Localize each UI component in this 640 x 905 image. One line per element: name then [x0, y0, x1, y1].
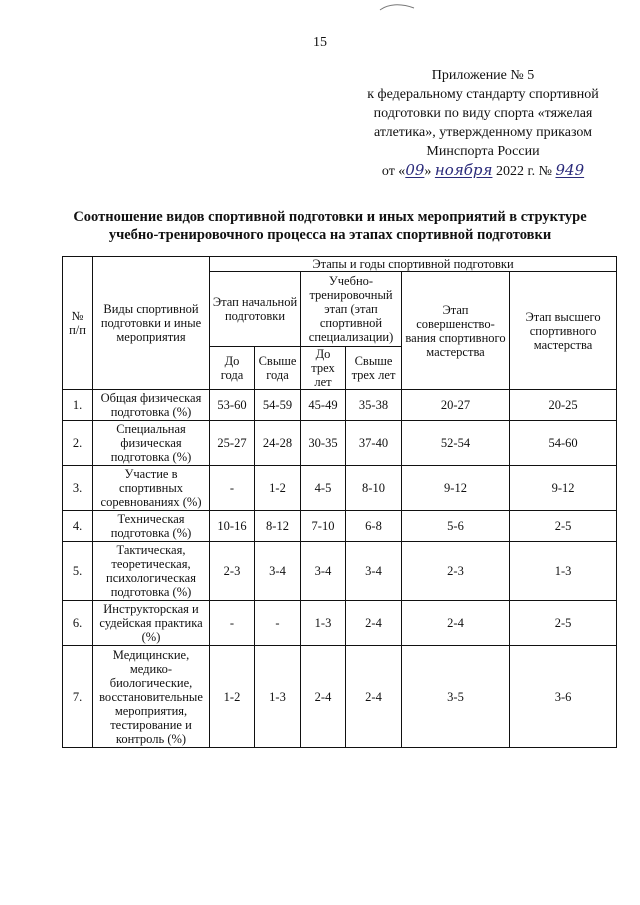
header-stage-highest: Этап высшего спортивного мастерства: [510, 272, 617, 390]
cell-value: -: [210, 466, 255, 511]
title-line: Соотношение видов спортивной подготовки и иных мероприятий в структуре: [73, 209, 587, 225]
header-initial-over-year: Свыше года: [255, 347, 301, 390]
cell-value: 3-4: [346, 542, 402, 601]
cell-value: 3-4: [255, 542, 301, 601]
header-stages-group: Этапы и годы спортивной подготовки: [210, 257, 617, 272]
cell-value: 2-5: [510, 601, 617, 646]
cell-value: 35-38: [346, 390, 402, 421]
row-kind: Техническая подготовка (%): [93, 511, 210, 542]
cell-value: 37-40: [346, 421, 402, 466]
row-number: 2.: [63, 421, 93, 466]
cell-value: 2-4: [346, 646, 402, 748]
date-prefix: от «: [381, 164, 406, 179]
date-mid: »: [424, 164, 435, 179]
cell-value: 1-3: [301, 601, 346, 646]
row-kind: Участие в спортивных соревнованиях (%): [93, 466, 210, 511]
row-kind: Тактическая, теоретическая, психологическая подготовка (%): [93, 542, 210, 601]
table-row: [63, 646, 617, 748]
header-number: № п/п: [63, 257, 93, 390]
row-kind: Специальная физическая подготовка (%): [93, 421, 210, 466]
cell-value: 7-10: [301, 511, 346, 542]
cell-value: 20-27: [402, 390, 510, 421]
cell-value: 24-28: [255, 421, 301, 466]
header-stage-training: Учебно-тренировочный этап (этап спортивной специализации): [301, 272, 402, 347]
date-day: 09: [405, 161, 425, 179]
cell-value: 54-59: [255, 390, 301, 421]
header-training-over-three: Свыше трех лет: [346, 347, 402, 390]
cell-value: 1-3: [255, 646, 301, 748]
header-initial-up-to-year: До года: [210, 347, 255, 390]
title-line: учебно-тренировочного процесса на этапах спортивной подготовки: [108, 227, 552, 243]
row-number: 7.: [63, 646, 93, 748]
cell-value: 1-3: [510, 542, 617, 601]
header-stage-perfection: Этап совершенство-вания спортивного мастерства: [402, 272, 510, 390]
appendix-line: к федеральному стандарту спортивной: [367, 87, 599, 102]
page-number: 15: [313, 35, 327, 50]
cell-value: 2-3: [402, 542, 510, 601]
cell-value: 10-16: [210, 511, 255, 542]
table-row: [63, 511, 617, 542]
cell-value: 4-5: [301, 466, 346, 511]
cell-value: 45-49: [301, 390, 346, 421]
table-row: [63, 601, 617, 646]
row-kind: Медицинские, медико-биологические, восстановительные мероприятия, тестирование и контроль (%): [93, 646, 210, 748]
cell-value: 6-8: [346, 511, 402, 542]
header-training-up-to-three: До трех лет: [301, 347, 346, 390]
appendix-line: Минспорта России: [426, 144, 540, 159]
row-number: 5.: [63, 542, 93, 601]
cell-value: 3-4: [301, 542, 346, 601]
table-row: [63, 390, 617, 421]
cell-value: -: [210, 601, 255, 646]
cell-value: 2-4: [346, 601, 402, 646]
cell-value: 9-12: [402, 466, 510, 511]
appendix-header: [352, 66, 614, 181]
handwritten-mark: [378, 2, 418, 12]
row-kind: Общая физическая подготовка (%): [93, 390, 210, 421]
cell-value: -: [255, 601, 301, 646]
appendix-line: подготовки по виду спорта «тяжелая: [373, 106, 593, 121]
cell-value: 52-54: [402, 421, 510, 466]
cell-value: 3-6: [510, 646, 617, 748]
table-row: [63, 542, 617, 601]
training-structure-table: [62, 256, 617, 748]
cell-value: 2-3: [210, 542, 255, 601]
cell-value: 1-2: [210, 646, 255, 748]
header-kind: Виды спортивной подготовки и иные мероприятия: [93, 257, 210, 390]
cell-value: 1-2: [255, 466, 301, 511]
cell-value: 53-60: [210, 390, 255, 421]
row-number: 4.: [63, 511, 93, 542]
date-month: ноября: [434, 161, 493, 179]
appendix-line: атлетика», утвержденному приказом: [373, 125, 592, 140]
cell-value: 2-4: [402, 601, 510, 646]
cell-value: 25-27: [210, 421, 255, 466]
cell-value: 30-35: [301, 421, 346, 466]
date-year: 2022 г. №: [492, 164, 556, 179]
cell-value: 3-5: [402, 646, 510, 748]
table-row: [63, 421, 617, 466]
appendix-line: Приложение № 5: [431, 68, 535, 83]
cell-value: 8-10: [346, 466, 402, 511]
cell-value: 20-25: [510, 390, 617, 421]
cell-value: 2-4: [301, 646, 346, 748]
cell-value: 2-5: [510, 511, 617, 542]
document-title: [40, 208, 620, 244]
row-number: 1.: [63, 390, 93, 421]
header-stage-initial: Этап начальной подготовки: [210, 272, 301, 347]
row-number: 3.: [63, 466, 93, 511]
order-number: 949: [555, 161, 585, 179]
row-number: 6.: [63, 601, 93, 646]
cell-value: 5-6: [402, 511, 510, 542]
row-kind: Инструкторская и судейская практика (%): [93, 601, 210, 646]
table-row: [63, 466, 617, 511]
cell-value: 8-12: [255, 511, 301, 542]
cell-value: 9-12: [510, 466, 617, 511]
cell-value: 54-60: [510, 421, 617, 466]
order-date-line: [352, 161, 614, 181]
